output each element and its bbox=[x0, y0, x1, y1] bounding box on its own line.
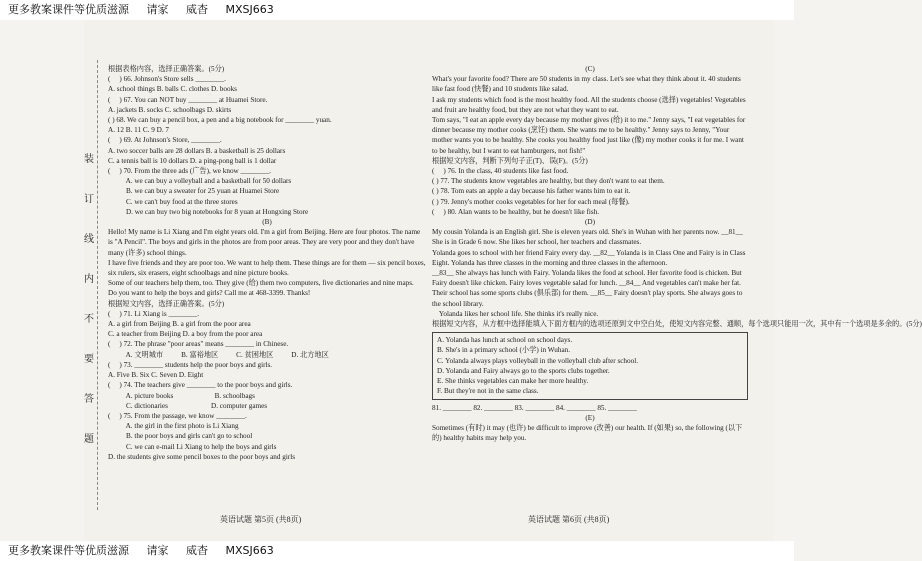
text-line: ( ) 66. Johnson's Store sells ________. bbox=[108, 75, 226, 84]
top-banner bbox=[0, 0, 794, 20]
text-line: What's your favorite food? There are 50 students in my class. Let's see what they think about it. 40 students like fast food (快餐) and 10 students like salad. bbox=[432, 75, 741, 94]
text-line: E. She thinks vegetables can make her more healthy. bbox=[437, 377, 589, 386]
text-line: C. Yolanda always plays volleyball in the volleyball club after school. bbox=[437, 356, 639, 365]
text-line: Do you want to help the boys and girls? Call me at 468-3399. Thanks! bbox=[108, 289, 311, 298]
page-footer-right: 英语试题 第6页 (共8页) bbox=[528, 515, 610, 524]
text-line: F. But they're not in the same class. bbox=[437, 387, 539, 396]
text-line: C. we can e-mail Li Xiang to help the boys and girls bbox=[108, 442, 277, 451]
text-line: ( ) 76. In the class, 40 students like fast food. bbox=[432, 167, 569, 176]
margin-char: 题 bbox=[84, 434, 94, 445]
text-line: A. 12 B. 11 C. 9 D. 7 bbox=[108, 126, 170, 135]
text-line: ( ) 77. The students know vegetables are healthy, but they don't want to eat them. bbox=[432, 177, 665, 186]
text-line: ( ) 78. Tom eats an apple a day because his father wants him to eat it. bbox=[432, 187, 631, 196]
margin-char: 内 bbox=[84, 274, 94, 285]
text-line: ( ) 74. The teachers give ________ to the poor boys and girls. bbox=[108, 381, 293, 390]
text-line: (C) bbox=[585, 65, 595, 73]
text-line: C. dictionaries D. computer games bbox=[108, 401, 268, 410]
text-line: ( ) 73. ________ students help the poor boys and girls. bbox=[108, 360, 273, 369]
text-line: D. we can buy two big notebooks for 8 yuan at Hongxing Store bbox=[108, 207, 309, 216]
text-line: (D) bbox=[585, 218, 595, 227]
text-line: (B) bbox=[262, 218, 272, 227]
text-line: B. She's in a primary school (小学) in Wuhan. bbox=[437, 346, 571, 355]
bottom-banner bbox=[0, 541, 794, 561]
text-line: A. jackets B. socks C. schoolbags D. skirts bbox=[108, 105, 232, 114]
text-line: ( ) 69. At Johnson's Store, ________. bbox=[108, 136, 222, 145]
text-line: ( ) 79. Jenny's mother cooks vegetables for her for each meal (每餐). bbox=[432, 197, 630, 206]
text-line: (E) bbox=[585, 413, 595, 422]
margin-char: 答 bbox=[84, 394, 94, 405]
banner-text: MXSJ663 bbox=[225, 544, 274, 557]
text-line: __83__ She always has lunch with Fairy. Yolanda likes the food at school. Her favorite food is chicken. But Fairy doesn't like chicken. Fairy loves vegetable salad for lunch. __84__ And vegetables can't make her fat. bbox=[432, 269, 742, 288]
text-line: ( ) 80. Alan wants to be healthy, but he doesn't like fish. bbox=[432, 207, 600, 216]
margin-char: 要 bbox=[84, 354, 94, 365]
text-line: ( ) 71. Li Xiang is ________. bbox=[108, 309, 200, 318]
banner-text: 更多教案课件等优质滋源 bbox=[8, 3, 129, 16]
text-line: A. school things B. balls C. clothes D. books bbox=[108, 85, 237, 94]
right-column bbox=[432, 64, 922, 443]
text-line: Yolanda likes her school life. She thinks it's really nice. bbox=[432, 309, 599, 318]
text-line: Their school has some sports clubs (俱乐部) for them. __85__ Fairy doesn't play sports. She always goes to the school library. bbox=[432, 289, 743, 308]
text-line: Hello! My name is Li Xiang and I'm eight years old. I'm a girl from Beijing. Here are four photos. The name is "A Pencil". The boys and girls in the photos are from poor areas. They are very poor and they don't have many (许多) school things. bbox=[108, 228, 421, 257]
text-line: C. a teacher from Beijing D. a boy from the poor area bbox=[108, 330, 263, 339]
text-line: 根据短文内容，判断下列句子正(T)、误(F)。(5分) bbox=[432, 156, 588, 165]
margin-char: 订 bbox=[84, 194, 94, 205]
text-line: Some of our teachers help them, too. They give (给) them two computers, five dictionaries and nine maps. bbox=[108, 279, 414, 288]
text-line: 根据短文内容，选择正确答案。(5分) bbox=[108, 299, 225, 308]
text-line: ( ) 75. From the passage, we know ________. bbox=[108, 411, 247, 420]
text-line: My cousin Yolanda is an English girl. She is eleven years old. She's in Wuhan with her parents now. __81__ She is in Grade 6 now. She likes her school, her teachers and classmates. bbox=[432, 228, 743, 247]
text-line: A. the girl in the first photo is Li Xiang bbox=[108, 422, 239, 431]
text-line: D. the students give some pencil boxes to the poor boys and girls bbox=[108, 452, 296, 461]
text-line: C. we can't buy food at the three stores bbox=[108, 197, 238, 206]
text-line: A. Five B. Six C. Seven D. Eight bbox=[108, 371, 204, 380]
margin-char: 不 bbox=[84, 314, 94, 325]
text-line: ( ) 70. From the three ads (广告), we know ________. bbox=[108, 167, 272, 176]
banner-text: 请家 bbox=[146, 3, 169, 16]
text-line: Tom says, "I eat an apple every day because my mother gives (给) it to me." Jenny says, "I eat vegetables for dinner because my mother cooks (烹饪) them. She wants me to be healthy." Jenny says to Jenny, "Your mother wants you to be healthy. She cooks you healthy food just like (像) my mother cooks it for me. I want to be healthy, but I want to eat hamburgers, not fish!" bbox=[432, 116, 746, 155]
text-line: B. the poor boys and girls can't go to school bbox=[108, 432, 253, 441]
text-line: ( ) 68. We can buy a pencil box, a pen and a big notebook for ________ yuan. bbox=[108, 116, 332, 125]
text-line: D. Yolanda and Fairy always go to the sports clubs together. bbox=[437, 366, 610, 375]
margin-char: 装 bbox=[84, 154, 94, 165]
text-line: A. a girl from Beijing B. a girl from the poor area bbox=[108, 320, 251, 329]
text-line: 81. ________ 82. ________ 83. ________ 84. ________ 85. ________ bbox=[432, 403, 637, 412]
text-line: A. picture books B. schoolbags bbox=[108, 391, 255, 400]
left-column bbox=[108, 64, 426, 462]
binding-margin bbox=[84, 150, 98, 470]
text-line: ( ) 72. The phrase "poor areas" means ________ in Chinese. bbox=[108, 340, 289, 349]
text-line: 根据短文内容，从方框中选择能填入下面方框内的选项还原到文中空白处，使短文内容完整、通顺，每个选项只能用一次，其中有一个选项是多余的。(5分) bbox=[432, 320, 922, 329]
banner-text: 威杳 bbox=[186, 544, 208, 557]
margin-char: 线 bbox=[84, 234, 94, 245]
text-line: A. two soccer balls are 28 dollars B. a basketball is 25 dollars bbox=[108, 146, 286, 155]
banner-text: MXSJ663 bbox=[225, 3, 274, 16]
text-line: ( ) 67. You can NOT buy ________ at Huamei Store. bbox=[108, 95, 268, 104]
banner-text: 威杳 bbox=[186, 3, 208, 16]
text-line: A. 文明城市 B. 富裕地区 C. 贫困地区 D. 北方地区 bbox=[108, 350, 329, 359]
text-line: C. a tennis ball is 10 dollars D. a ping-pong ball is 1 dollar bbox=[108, 156, 277, 165]
text-line: Sometimes (有时) it may (也许) be difficult to improve (改善) our health. If (如果) so, the following (以下的) healthy habits may help you. bbox=[432, 423, 743, 443]
options-box bbox=[432, 332, 748, 399]
page-footer-left: 英语试题 第5页 (共8页) bbox=[220, 515, 302, 524]
text-line: 根据表格内容，选择正确答案。(5分) bbox=[108, 65, 225, 73]
text-line: I have five friends and they are poor too. We want to help them. These things are for them — six pencil boxes, six rulers, six erasers, eight schoolbags and nine picture books. bbox=[108, 258, 426, 278]
banner-text: 请家 bbox=[146, 544, 169, 557]
text-line: I ask my students which food is the most healthy food. All the students choose (选择) vegetables! Vegetables and fruit are healthy food, but they are not what they want to eat. bbox=[432, 95, 746, 114]
banner-text: 更多教案课件等优质滋源 bbox=[8, 544, 129, 557]
text-line: B. we can buy a sweater for 25 yuan at Huamei Store bbox=[108, 187, 280, 196]
text-line: Yolanda goes to school with her friend Fairy every day. __82__ Yolanda is in Class One and Fairy is in Class Eight. Yolanda has three classes in the morning and three classes in the afternoon. bbox=[432, 248, 746, 267]
text-line: A. Yolanda has lunch at school on school days. bbox=[437, 336, 573, 345]
text-line: A. we can buy a volleyball and a basketball for 50 dollars bbox=[108, 177, 292, 186]
